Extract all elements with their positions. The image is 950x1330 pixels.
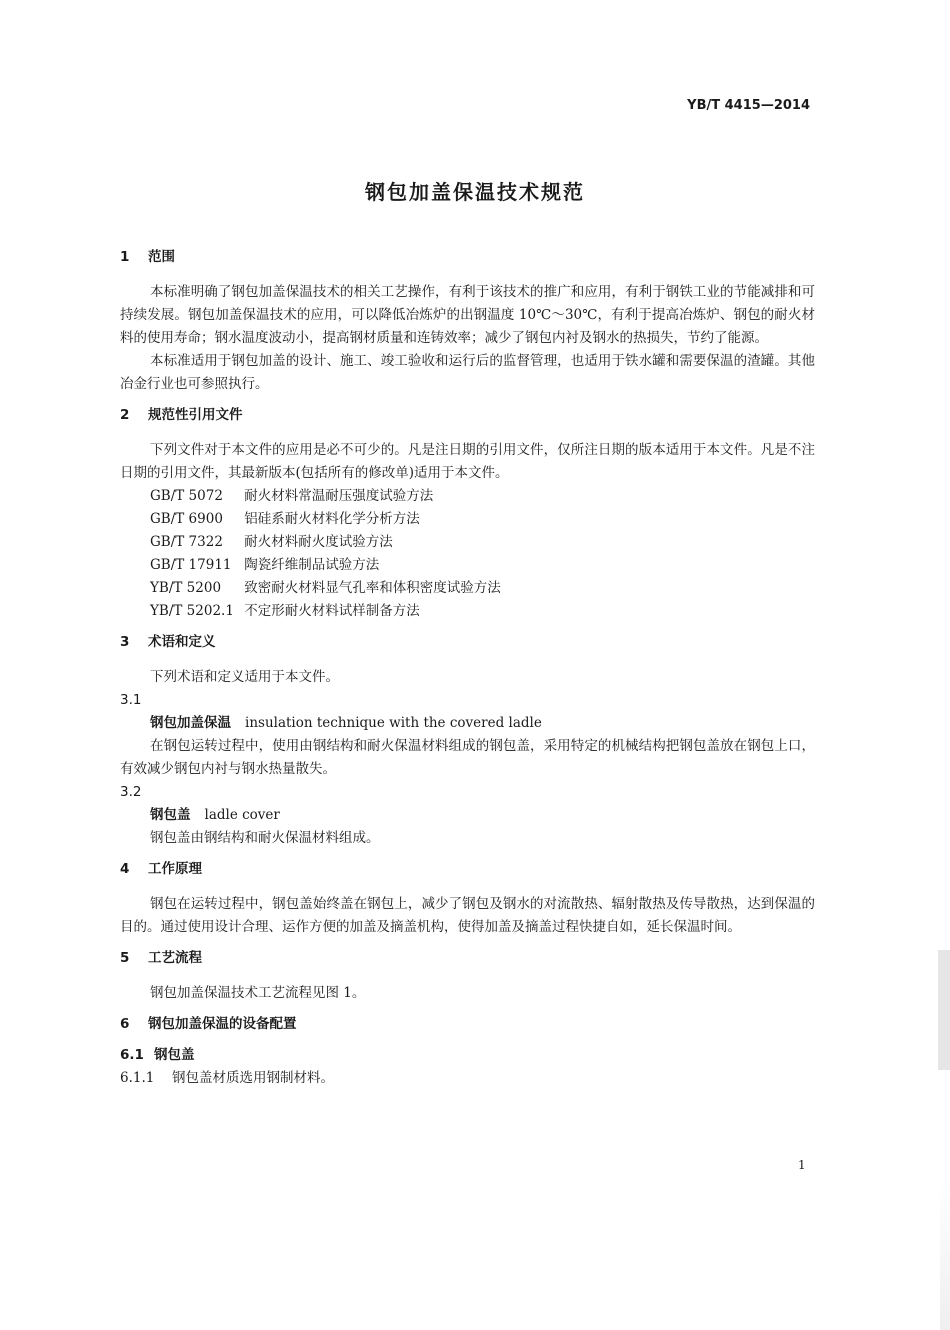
- term-definition: 在钢包运转过程中，使用由钢结构和耐火保温材料组成的钢包盖，采用特定的机械结构把钢包盖放在钢包上口，有效减少钢包内衬与钢水热量散失。: [120, 738, 815, 777]
- term-english: ladle cover: [204, 807, 280, 823]
- reference-code: GB/T 5072: [150, 488, 223, 504]
- section-2-heading: [120, 404, 815, 427]
- section-3-heading: [120, 631, 815, 654]
- subsection-6-1-heading: [120, 1044, 815, 1067]
- reference-item: [120, 508, 815, 531]
- term-number: 3.1: [120, 692, 142, 708]
- reference-item: [120, 485, 815, 508]
- section-6-heading: [120, 1013, 815, 1036]
- section-1-heading: [120, 246, 815, 269]
- clause-number: 6.1.1: [120, 1070, 155, 1086]
- section-4-heading: [120, 858, 815, 881]
- paragraph: 本标准适用于钢包加盖的设计、施工、竣工验收和运行后的监督管理，也适用于铁水罐和需要保温的渣罐。其他冶金行业也可参照执行。: [120, 353, 815, 392]
- reference-item: [120, 554, 815, 577]
- section-title: 规范性引用文件: [148, 407, 243, 423]
- section-number: 4: [120, 861, 130, 877]
- paragraph: 下列术语和定义适用于本文件。: [150, 669, 339, 685]
- reference-title: 致密耐火材料显气孔率和体积密度试验方法: [244, 580, 501, 596]
- reference-item: [120, 577, 815, 600]
- section-title: 钢包盖: [154, 1047, 195, 1063]
- term-entry: [120, 804, 815, 827]
- reference-title: 耐火材料耐火度试验方法: [244, 534, 393, 550]
- paragraph: 下列文件对于本文件的应用是必不可少的。凡是注日期的引用文件，仅所注日期的版本适用于本文件。凡是不注日期的引用文件，其最新版本(包括所有的修改单)适用于本文件。: [120, 442, 815, 481]
- section-number: 3: [120, 634, 130, 650]
- page-number: 1: [798, 1158, 806, 1172]
- section-title: 范围: [148, 249, 175, 265]
- term-chinese: 钢包加盖保温: [150, 715, 231, 731]
- standard-code: YB/T 4415—2014: [687, 98, 810, 113]
- section-title: 工艺流程: [148, 950, 202, 966]
- scan-edge-shadow: [938, 950, 950, 1070]
- reference-title: 不定形耐火材料试样制备方法: [244, 603, 420, 619]
- paragraph: 本标准明确了钢包加盖保温技术的相关工艺操作，有利于该技术的推广和应用，有利于钢铁工业的节能减排和可持续发展。钢包加盖保温技术的应用，可以降低冶炼炉的出钢温度 10℃～30℃，有利于提高冶炼炉、钢包的耐火材料的使用寿命；钢水温度波动小，提高钢材质量和连铸效率；减少了钢包内衬及钢水的热损失，节约了能源。: [120, 284, 815, 346]
- reference-code: YB/T 5200: [150, 580, 222, 596]
- section-title: 术语和定义: [148, 634, 216, 650]
- term-definition: 钢包盖由钢结构和耐火保温材料组成。: [150, 830, 380, 846]
- reference-code: GB/T 7322: [150, 534, 223, 550]
- section-title: 钢包加盖保温的设备配置: [148, 1016, 297, 1032]
- term-chinese: 钢包盖: [150, 807, 191, 823]
- reference-code: GB/T 6900: [150, 511, 223, 527]
- reference-code: YB/T 5202.1: [150, 603, 234, 619]
- section-5-heading: [120, 947, 815, 970]
- term-entry: [120, 712, 815, 735]
- reference-title: 陶瓷纤维制品试验方法: [244, 557, 380, 573]
- section-number: 5: [120, 950, 130, 966]
- reference-title: 耐火材料常温耐压强度试验方法: [244, 488, 434, 504]
- paragraph: 钢包加盖保温技术工艺流程见图 1。: [150, 985, 366, 1001]
- term-number: 3.2: [120, 784, 142, 800]
- document-body: [120, 246, 815, 1090]
- section-number: 2: [120, 407, 130, 423]
- section-number: 1: [120, 249, 130, 265]
- reference-item: [120, 600, 815, 623]
- scan-edge-shadow: [940, 1180, 950, 1330]
- term-english: insulation technique with the covered ladle: [245, 715, 542, 731]
- section-title: 工作原理: [148, 861, 202, 877]
- reference-code: GB/T 17911: [150, 557, 232, 573]
- clause-6-1-1: [120, 1067, 815, 1090]
- section-number: 6: [120, 1016, 130, 1032]
- clause-text: 钢包盖材质选用钢制材料。: [172, 1070, 334, 1086]
- paragraph: 钢包在运转过程中，钢包盖始终盖在钢包上，减少了钢包及钢水的对流散热、辐射散热及传导散热，达到保温的目的。通过使用设计合理、运作方便的加盖及摘盖机构，使得加盖及摘盖过程快捷自如，延长保温时间。: [120, 896, 815, 935]
- reference-item: [120, 531, 815, 554]
- section-number: 6.1: [120, 1047, 144, 1063]
- document-title: 钢包加盖保温技术规范: [365, 180, 585, 204]
- reference-title: 铝硅系耐火材料化学分析方法: [244, 511, 420, 527]
